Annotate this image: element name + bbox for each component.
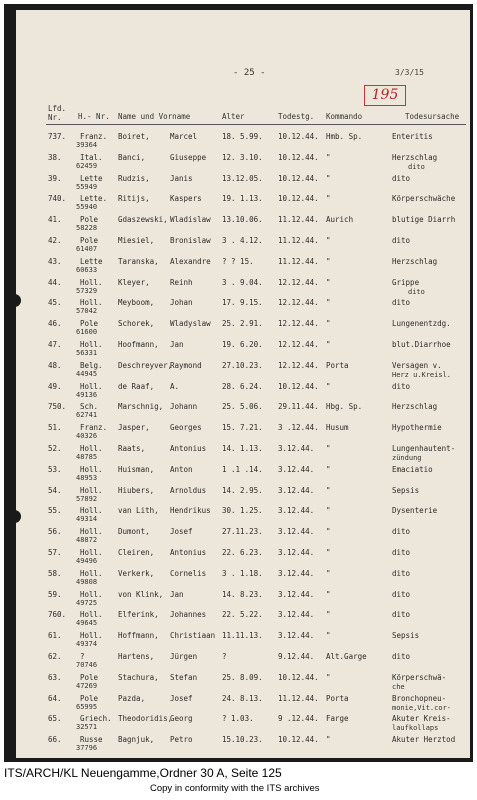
page-reference: 3/3/15 — [395, 68, 424, 77]
nationality: Griech. — [80, 714, 112, 724]
death-date: 9.12.44. — [278, 652, 315, 661]
cause-of-death: Herzschlag — [392, 256, 438, 266]
birth-date: ? — [222, 652, 227, 661]
surname: Hiubers, — [118, 485, 155, 495]
first-name: Giuseppe — [170, 152, 207, 162]
death-date: 3.12.44. — [278, 631, 315, 641]
cause-of-death: Sepsis — [392, 631, 420, 641]
copy-conformity-note: Copy in conformity with the ITS archives — [150, 783, 320, 794]
death-date: 10.12.44. — [278, 132, 319, 141]
haeftling-number: 48785 — [76, 453, 98, 461]
row-number: 65. — [48, 714, 62, 724]
first-name: Johann — [170, 402, 198, 412]
cause-of-death: Grippe — [392, 277, 420, 287]
cause-of-death: dito — [392, 236, 411, 245]
birth-date: 30. 1.25. — [222, 506, 263, 516]
surname: de Raaf, — [118, 381, 155, 391]
cause-of-death-continued: monie,Vit.cor- — [392, 703, 452, 712]
surname: Marschnig, — [118, 402, 164, 412]
nationality: Holl. — [80, 277, 103, 287]
birth-date: 17. 9.15. — [222, 298, 263, 308]
birth-date: 28. 6.24. — [222, 381, 263, 391]
first-name: Antonius — [170, 444, 207, 453]
kommando: " — [326, 485, 331, 495]
surname: Gdaszewski, — [118, 215, 168, 225]
birth-date: 25. 5.06. — [222, 402, 263, 412]
surname: Kleyer, — [118, 277, 150, 287]
row-number: 55. — [48, 506, 62, 516]
surname: Raats, — [118, 444, 146, 453]
cause-of-death: dito — [392, 527, 411, 537]
first-name: Antonius — [170, 548, 207, 557]
first-name: Georges — [170, 423, 202, 433]
haeftling-number: 56331 — [76, 349, 98, 357]
first-name: Jan — [170, 589, 184, 599]
first-name: Jan — [170, 340, 184, 349]
nationality: Holl. — [80, 381, 103, 391]
column-header-lfd-nr: Lfd. Nr. — [48, 104, 67, 122]
haeftling-number: 49725 — [76, 598, 98, 607]
haeftling-number: 49314 — [76, 515, 98, 524]
haeftling-number: 61407 — [76, 245, 98, 253]
first-name: Marcel — [170, 132, 198, 141]
archive-reference: ITS/ARCH/KL Neuengamme,Ordner 30 A, Seite 125 — [4, 766, 282, 780]
cause-of-death: dito — [392, 568, 411, 578]
nationality: ? — [80, 652, 85, 661]
birth-date: 14. 2.95. — [222, 485, 263, 495]
row-number: 57. — [48, 548, 62, 557]
row-number: 46. — [48, 319, 62, 329]
kommando: " — [326, 506, 331, 516]
birth-date: 25. 8.09. — [222, 672, 263, 682]
surname: Ritijs, — [118, 194, 150, 204]
row-number: 44. — [48, 277, 62, 287]
birth-date: 24. 8.13. — [222, 693, 263, 703]
death-date: 3.12.44. — [278, 527, 315, 537]
row-number: 64. — [48, 693, 62, 703]
column-header-kommando: Kommando — [326, 112, 363, 121]
surname: Elferink, — [118, 610, 159, 620]
row-number: 49. — [48, 381, 62, 391]
nationality: Russe — [80, 735, 103, 745]
haeftling-number: 57042 — [76, 307, 98, 316]
surname: Verkerk, — [118, 568, 155, 578]
death-date: 10.12.44. — [278, 152, 319, 162]
kommando: " — [326, 527, 331, 537]
death-date: 3.12.44. — [278, 506, 315, 516]
first-name: Janis — [170, 173, 193, 183]
birth-date: ? 1.03. — [222, 714, 254, 724]
first-name: Raymond — [170, 360, 202, 370]
birth-date: 27.10.23. — [222, 360, 263, 370]
kommando: " — [326, 444, 331, 453]
row-number: 47. — [48, 340, 62, 349]
first-name: Bronislaw — [170, 236, 211, 245]
row-number: 66. — [48, 735, 62, 745]
surname: Miesiel, — [118, 236, 155, 245]
birth-date: 14. 8.23. — [222, 589, 263, 599]
surname: Meyboom, — [118, 298, 155, 308]
nationality: Lette. — [80, 194, 108, 204]
column-header-h-nr: H.- Nr. — [78, 112, 110, 121]
row-number: 38. — [48, 152, 62, 162]
kommando: Alt.Garge — [326, 652, 367, 661]
surname: Hartens, — [118, 652, 155, 661]
death-date: 12.12.44. — [278, 360, 319, 370]
kommando: Porta — [326, 360, 349, 370]
death-date: 10.12.44. — [278, 672, 319, 682]
nationality: Pole — [80, 693, 99, 703]
birth-date: 22. 5.22. — [222, 610, 263, 620]
haeftling-number: 49645 — [76, 619, 98, 628]
row-number: 48. — [48, 360, 62, 370]
nationality: Holl. — [80, 610, 103, 620]
birth-date: 22. 6.23. — [222, 548, 263, 557]
haeftling-number: 48872 — [76, 536, 98, 545]
nationality: Holl. — [80, 631, 103, 641]
nationality: Holl. — [80, 589, 103, 599]
first-name: Wladislaw — [170, 215, 211, 225]
haeftling-number: 49136 — [76, 390, 98, 399]
birth-date: 3 . 4.12. — [222, 236, 263, 245]
nationality: Holl. — [80, 298, 103, 308]
cause-of-death: Herzschlag — [392, 402, 438, 412]
haeftling-number: 32571 — [76, 723, 98, 732]
cause-of-death: Körperschwäche — [392, 194, 456, 204]
haeftling-number: 62459 — [76, 161, 98, 170]
surname: Schorek, — [118, 319, 155, 329]
cause-of-death-continued: dito — [408, 162, 425, 171]
nationality: Franz. — [80, 423, 108, 433]
nationality: Holl. — [80, 464, 103, 474]
surname: van Lith, — [118, 506, 159, 516]
kommando: " — [326, 548, 331, 557]
kommando: Husum — [326, 423, 349, 433]
row-number: 63. — [48, 672, 62, 682]
cause-of-death-continued: zündung — [392, 454, 422, 462]
haeftling-number: 40326 — [76, 432, 98, 441]
death-date: 10.12.44. — [278, 735, 319, 745]
surname: Boiret, — [118, 132, 150, 141]
surname: Hoffmann, — [118, 631, 159, 641]
haeftling-number: 39364 — [76, 141, 98, 149]
surname: von Klink, — [118, 589, 164, 599]
death-date: 11.12.44. — [278, 215, 319, 225]
cause-of-death: Körperschwä- — [392, 672, 447, 682]
surname: Deschreyver, — [118, 360, 173, 370]
birth-date: 11.11.13. — [222, 631, 263, 641]
death-date: 3.12.44. — [278, 548, 315, 557]
cause-of-death: Akuter Herztod — [392, 735, 456, 745]
cause-of-death: dito — [392, 298, 411, 308]
kommando: " — [326, 319, 331, 329]
first-name: Arnoldus — [170, 485, 207, 495]
surname: Jasper, — [118, 423, 150, 433]
kommando: " — [326, 568, 331, 578]
first-name: Anton — [170, 464, 193, 474]
birth-date: 15. 7.21. — [222, 423, 263, 433]
cause-of-death: Lungenhautent- — [392, 444, 456, 453]
surname: Huisman, — [118, 464, 155, 474]
row-number: 41. — [48, 215, 62, 225]
cause-of-death: Bronchopneu- — [392, 693, 447, 703]
first-name: Christiaan — [170, 631, 216, 641]
cause-of-death: dito — [392, 652, 411, 661]
row-number: 53. — [48, 464, 62, 474]
cause-of-death-continued: laufkollaps — [392, 724, 439, 733]
row-number: 760. — [48, 610, 67, 620]
surname: Theodoridis, — [118, 714, 173, 724]
first-name: Petro — [170, 735, 193, 745]
haeftling-number: 57329 — [76, 286, 98, 295]
row-number: 58. — [48, 568, 62, 578]
death-date: 12.12.44. — [278, 298, 319, 308]
kommando: " — [326, 277, 331, 287]
row-number: 61. — [48, 631, 62, 641]
haeftling-number: 62741 — [76, 411, 98, 420]
row-number: 56. — [48, 527, 62, 537]
row-number: 62. — [48, 652, 62, 661]
death-date: 29.11.44. — [278, 402, 319, 412]
row-number: 59. — [48, 589, 62, 599]
nationality: Holl. — [80, 444, 103, 453]
cause-of-death: Sepsis — [392, 485, 420, 495]
cause-of-death: dito — [392, 548, 411, 557]
cause-of-death: Hypothermie — [392, 423, 442, 433]
first-name: Georg — [170, 714, 193, 724]
cause-of-death: Emaciatio — [392, 464, 433, 474]
nationality: Holl. — [80, 506, 103, 516]
first-name: Hendrikus — [170, 506, 211, 516]
nationality: Pole — [80, 236, 99, 245]
birth-date: 1 .1 .14. — [222, 464, 263, 474]
column-header-alter: Alter — [222, 112, 245, 121]
haeftling-number: 55949 — [76, 182, 98, 191]
cause-of-death-continued: Herz u.Kreisl. — [392, 370, 452, 379]
column-header-name: Name und Vorname — [118, 112, 191, 121]
surname: Cleiren, — [118, 548, 155, 557]
kommando: " — [326, 236, 331, 245]
surname: Dumont, — [118, 527, 150, 537]
haeftling-number: 48953 — [76, 473, 98, 482]
death-date: 9 .12.44. — [278, 714, 319, 724]
cause-of-death: Enteritis — [392, 132, 433, 141]
nationality: Lette — [80, 256, 103, 266]
nationality: Pole — [80, 215, 99, 225]
row-number: 45. — [48, 298, 62, 308]
birth-date: 15.10.23. — [222, 735, 263, 745]
kommando: " — [326, 152, 331, 162]
kommando: Porta — [326, 693, 349, 703]
nationality: Lette — [80, 173, 103, 183]
birth-date: 3 . 9.04. — [222, 277, 263, 287]
birth-date: 19. 6.20. — [222, 340, 263, 349]
kommando: " — [326, 610, 331, 620]
first-name: Wladyslaw — [170, 319, 211, 329]
surname: Stachura, — [118, 672, 159, 682]
nationality: Ital. — [80, 152, 103, 162]
death-date: 11.12.44. — [278, 693, 319, 703]
birth-date: 27.11.23. — [222, 527, 263, 537]
death-date: 11.12.44. — [278, 236, 319, 245]
kommando: " — [326, 672, 331, 682]
birth-date: 19. 1.13. — [222, 194, 263, 204]
nationality: Sch. — [80, 402, 99, 412]
nationality: Holl. — [80, 340, 103, 349]
cause-of-death: Dysenterie — [392, 506, 438, 516]
death-date: 10.12.44. — [278, 173, 319, 183]
kommando: Aurich — [326, 215, 354, 225]
birth-date: 13.12.05. — [222, 173, 263, 183]
haeftling-number: 61600 — [76, 328, 98, 337]
death-date: 12.12.44. — [278, 277, 319, 287]
kommando: " — [326, 589, 331, 599]
cause-of-death: Versagen v. — [392, 360, 442, 370]
haeftling-number: 57892 — [76, 494, 98, 503]
haeftling-number: 37796 — [76, 744, 98, 753]
surname: Hoofmann, — [118, 340, 159, 349]
first-name: Kaspers — [170, 194, 202, 204]
birth-date: 14. 1.13. — [222, 444, 263, 453]
first-name: Johannes — [170, 610, 207, 620]
nationality: Holl. — [80, 485, 103, 495]
death-date: 3.12.44. — [278, 589, 315, 599]
nationality: Pole — [80, 319, 99, 329]
surname: Banci, — [118, 152, 146, 162]
cause-of-death: dito — [392, 173, 411, 183]
row-number: 52. — [48, 444, 62, 453]
nationality: Belg. — [80, 360, 103, 370]
nationality: Pole — [80, 672, 99, 682]
death-date: 3 .12.44. — [278, 423, 319, 433]
first-name: Stefan — [170, 672, 198, 682]
birth-date: 3 . 1.18. — [222, 568, 263, 578]
haeftling-number: 55940 — [76, 203, 98, 212]
row-number: 43. — [48, 256, 62, 266]
row-number: 42. — [48, 236, 62, 245]
kommando: " — [326, 173, 331, 183]
kommando: " — [326, 464, 331, 474]
kommando: Hbg. Sp. — [326, 402, 363, 412]
header-rule — [46, 124, 466, 125]
kommando: " — [326, 735, 331, 745]
cause-of-death-continued: che — [392, 682, 405, 691]
cause-of-death: Akuter Kreis- — [392, 714, 451, 724]
kommando: " — [326, 194, 331, 204]
birth-date: 13.10.06. — [222, 215, 263, 225]
row-number: 750. — [48, 402, 67, 412]
row-number: 51. — [48, 423, 62, 433]
kommando: " — [326, 298, 331, 308]
birth-date: 25. 2.91. — [222, 319, 263, 329]
first-name: Johan — [170, 298, 193, 308]
kommando: Hmb. Sp. — [326, 132, 363, 141]
haeftling-number: 44945 — [76, 369, 98, 378]
death-date: 12.12.44. — [278, 340, 319, 349]
birth-date: 18. 5.99. — [222, 132, 263, 141]
kommando: Farge — [326, 714, 349, 724]
haeftling-number: 49496 — [76, 557, 98, 565]
surname: Pazda, — [118, 693, 146, 703]
cause-of-death: blut.Diarrhoe — [392, 340, 451, 349]
death-date: 3.12.44. — [278, 485, 315, 495]
death-date: 3.12.44. — [278, 568, 315, 578]
nationality: Holl. — [80, 548, 103, 557]
death-date: 10.12.44. — [278, 194, 319, 204]
birth-date: 12. 3.10. — [222, 152, 263, 162]
death-date: 3.12.44. — [278, 464, 315, 474]
first-name: Jürgen — [170, 652, 198, 661]
first-name: Josef — [170, 527, 193, 537]
column-header-todesursache: Todesursache — [405, 112, 460, 121]
haeftling-number: 47269 — [76, 681, 98, 690]
death-date: 12.12.44. — [278, 319, 319, 329]
first-name: Reinh — [170, 277, 193, 287]
haeftling-number: 60633 — [76, 265, 98, 274]
death-date: 3.12.44. — [278, 444, 315, 453]
surname: Taranska, — [118, 256, 159, 266]
row-number: 54. — [48, 485, 62, 495]
nationality: Holl. — [80, 527, 103, 537]
first-name: A. — [170, 381, 180, 391]
cause-of-death: dito — [392, 381, 411, 391]
kommando: " — [326, 631, 331, 641]
table-row — [0, 735, 466, 759]
surname: Bagnjuk, — [118, 735, 155, 745]
page-stamp: 195 — [364, 85, 406, 106]
surname: Rudzis, — [118, 173, 150, 183]
kommando: " — [326, 381, 331, 391]
cause-of-death: Lungenentzdg. — [392, 319, 451, 329]
haeftling-number: 65995 — [76, 702, 98, 711]
row-number: 737. — [48, 132, 67, 141]
haeftling-number: 58228 — [76, 224, 98, 233]
nationality: Franz. — [80, 132, 108, 141]
birth-date: ? ? 15. — [222, 256, 254, 266]
haeftling-number: 49374 — [76, 640, 98, 649]
row-number: 740. — [48, 194, 67, 204]
kommando: " — [326, 340, 331, 349]
haeftling-number: 49808 — [76, 577, 98, 586]
nationality: Holl. — [80, 568, 103, 578]
page-number: - 25 - — [233, 68, 266, 78]
death-date: 11.12.44. — [278, 256, 319, 266]
cause-of-death: dito — [392, 589, 411, 599]
cause-of-death-continued: dito — [408, 287, 425, 296]
kommando: " — [326, 256, 331, 266]
cause-of-death: blutige Diarrh — [392, 215, 456, 225]
death-date: 10.12.44. — [278, 381, 319, 391]
first-name: Cornelis — [170, 568, 207, 578]
cause-of-death: Herzschlag — [392, 152, 438, 162]
death-date: 3.12.44. — [278, 610, 315, 620]
cause-of-death: dito — [392, 610, 411, 620]
first-name: Josef — [170, 693, 193, 703]
column-header-todestag: Todestg. — [278, 112, 315, 121]
row-number: 39. — [48, 173, 62, 183]
haeftling-number: 70746 — [76, 661, 98, 669]
first-name: Alexandre — [170, 256, 211, 266]
